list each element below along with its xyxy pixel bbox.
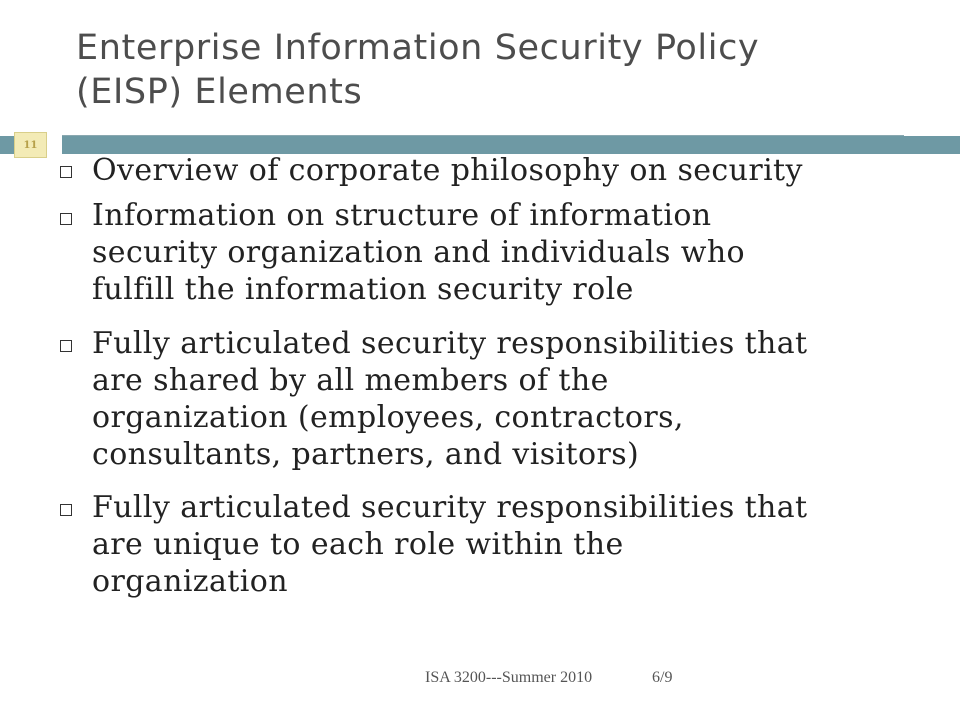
bullet-square-icon <box>60 213 72 225</box>
slide-title-line-2: (EISP) Elements <box>76 72 363 112</box>
bullet-line: fulfill the information security role <box>92 272 634 307</box>
bullet-line: Information on structure of information <box>92 198 712 233</box>
bullet-line: security organization and individuals who <box>92 235 746 270</box>
bullet-text <box>92 197 892 308</box>
bullet-line: Fully articulated security responsibilities that <box>92 490 808 525</box>
bullet-line: Overview of corporate philosophy on security <box>92 153 803 188</box>
slide-title-line-1: Enterprise Information Security Policy <box>76 28 760 68</box>
bullet-line: are unique to each role within the <box>92 527 624 562</box>
bullet-square-icon <box>60 166 72 178</box>
footer-course: ISA 3200---Summer 2010 <box>425 669 593 686</box>
slide-number-badge: 11 <box>14 132 47 158</box>
bullet-line: organization <box>92 564 288 599</box>
bullet-square-icon <box>60 340 72 352</box>
bullet-text <box>92 489 892 600</box>
bullet-square-icon <box>60 504 72 516</box>
footer-date: 6/9 <box>652 669 673 686</box>
bullet-text <box>92 325 892 473</box>
bullet-text <box>92 152 892 189</box>
bullet-line: are shared by all members of the <box>92 363 609 398</box>
bullet-line: consultants, partners, and visitors) <box>92 437 640 472</box>
bullet-line: Fully articulated security responsibilities that <box>92 326 808 361</box>
bullet-line: organization (employees, contractors, <box>92 400 684 435</box>
